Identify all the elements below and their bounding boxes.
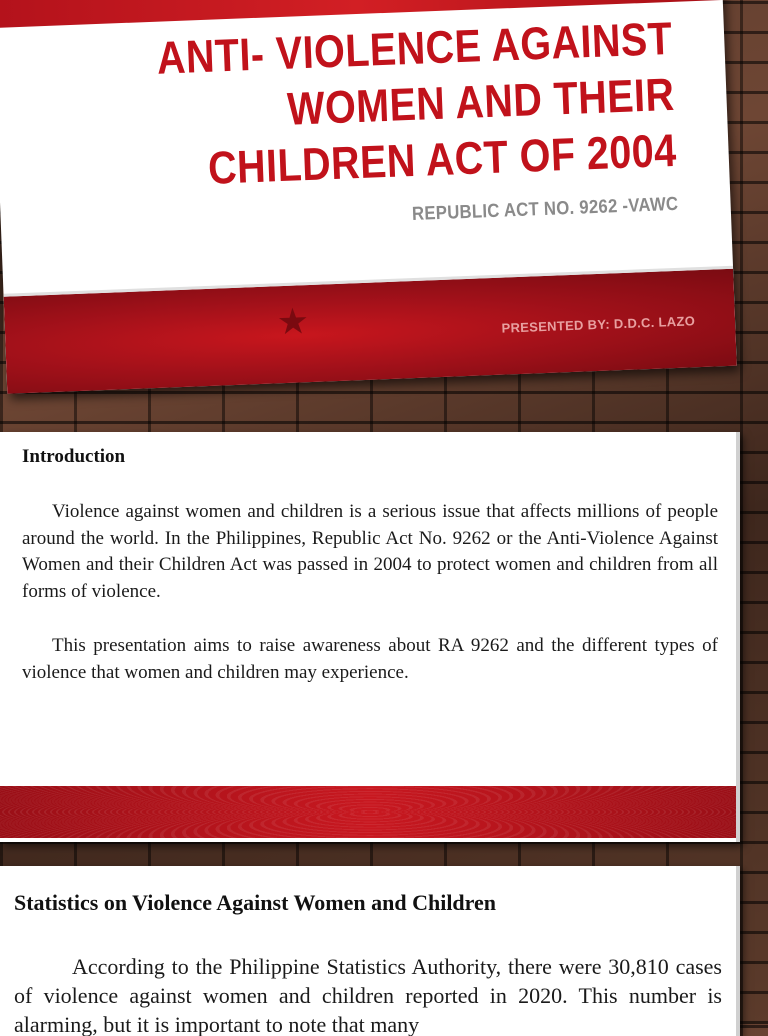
introduction-paragraph-1: Violence against women and children is a serious issue that affects millions of people around the world. In the Philippines, Republic Act No. 9262 or the Anti-Violence Against Women and their Children Act was passed in 2004 to protect women and children from all forms of violence. <box>22 501 718 602</box>
presenter-credit: PRESENTED BY: D.D.C. LAZO <box>501 313 696 336</box>
title-slide <box>0 0 737 394</box>
statistics-heading: Statistics on Violence Against Women and Children <box>14 890 497 915</box>
introduction-slide <box>0 432 740 842</box>
introduction-heading: Introduction <box>22 446 126 467</box>
statistics-slide <box>0 866 740 1036</box>
statistics-paragraph-1: According to the Philippine Statistics Authority, there were 30,810 cases of violence against women and children reported in 2020. This number is alarming, but it is important to note that many <box>14 954 722 1036</box>
slide-subtitle: REPUBLIC ACT NO. 9262 -VAWC <box>412 193 679 226</box>
decorative-red-band <box>0 786 740 838</box>
introduction-paragraph-2: This presentation aims to raise awareness about RA 9262 and the different types of violence that women and children may experience. <box>22 635 718 683</box>
slide-edge <box>736 432 740 842</box>
star-icon: ★ <box>276 301 310 344</box>
slide-title: ANTI- VIOLENCE AGAINST WOMEN AND THEIR CHILDREN ACT OF 2004 <box>155 11 678 194</box>
slide-edge <box>736 866 740 1036</box>
